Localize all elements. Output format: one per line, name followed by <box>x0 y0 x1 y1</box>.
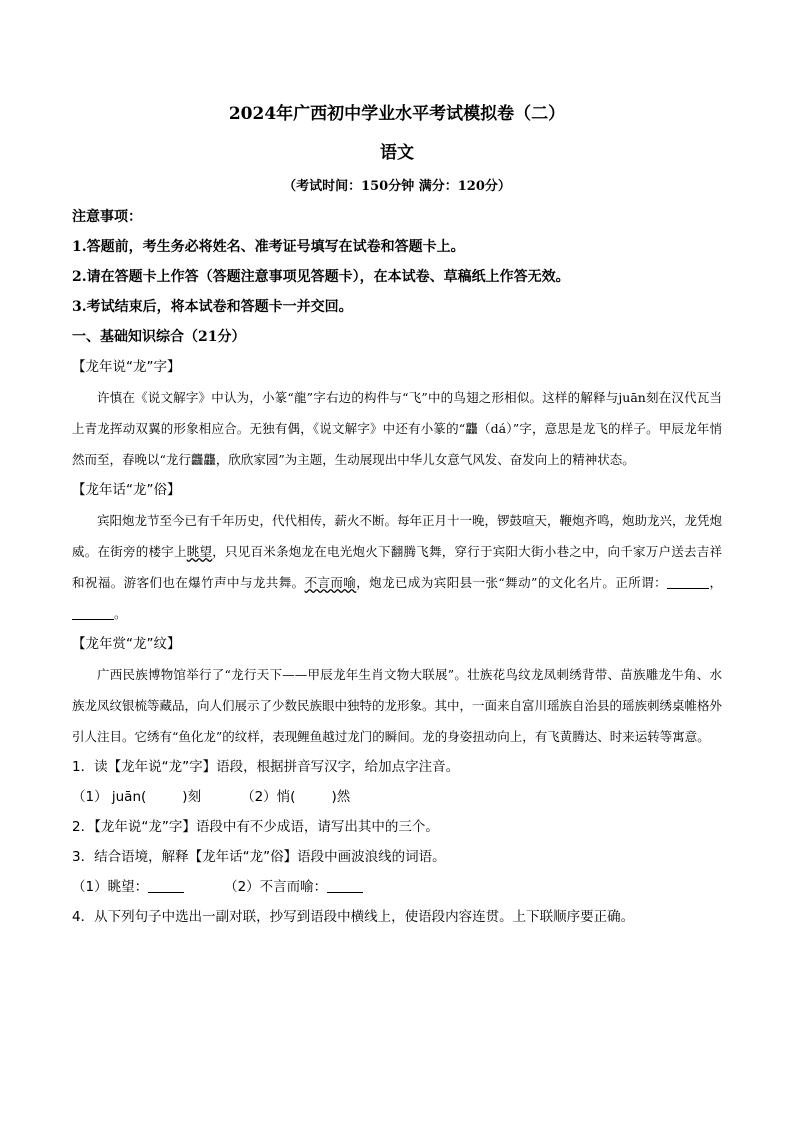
question-3-blanks <box>72 872 722 902</box>
part-1-text <box>72 382 722 475</box>
part-1-text-a: 许慎在《说文解字》中认为，小篆“龍”字右边的构件与“飞”中的鸟翅之形相似。这样的解释与juān刻在汉代瓦当上青龙挥动双翼的形象相应合。无独有偶，《说文解字》中还有小篆的“ <box>72 390 722 436</box>
part-2-text-1: 宾阳炮龙节至今已有千年历史，代代相传，薪火不断。每年正月十一晚，锣鼓喧天，鞭炮齐鸣，炮助龙兴，龙凭炮威。在街旁的楼宇上 <box>72 513 723 559</box>
part-2-text-2: ，只见百米条炮龙在电光炮火下翻腾飞舞，穿行于宾阳大街小巷之中，向千家万户送去吉祥和祝福。游客们也在爆竹声中与龙共舞。 <box>72 544 722 590</box>
q1-a-post: )刻 <box>182 789 202 805</box>
question-1: 1．读【龙年说“龙”字】语段，根据拼音写汉字，给加点字注音。 <box>72 759 460 775</box>
part-2-end: 。 <box>114 606 127 621</box>
part-2-text-3: ，炮龙已成为宾阳县一张“舞动”的文化名片。正所谓： <box>356 575 668 590</box>
question-4: 4．从下列句子中选出一副对联，抄写到语段中横线上，使语段内容连贯。上下联顺序要正确。 <box>72 909 635 925</box>
part-2-heading: 【龙年话“龙”俗】 <box>72 482 181 498</box>
part-1-text-b: 龘 <box>465 421 478 436</box>
question-2: 2．【龙年说“龙”字】语段中有不少成语，请写出其中的三个。 <box>72 819 439 835</box>
couplet-blank-1[interactable] <box>667 573 709 589</box>
notice-item-2: 2.请在答题卡上作答（答题注意事项见答题卡），在本试卷、草稿纸上作答无效。 <box>72 269 570 285</box>
question-1-blanks <box>72 782 722 812</box>
section-1-heading: 一、基础知识综合（21分） <box>72 329 246 345</box>
part-3-heading: 【龙年赏“龙”纹】 <box>72 636 181 652</box>
q1-a-pre: （1） juān( <box>72 789 147 805</box>
exam-page <box>72 100 722 932</box>
part-1-heading: 【龙年说“龙”字】 <box>72 359 181 375</box>
part-2-text <box>72 505 722 629</box>
part-3-text: 广西民族博物馆举行了“龙行天下——甲辰龙年生肖文物大联展”。壮族花鸟纹龙凤刺绣背带、苗族雕龙牛角、水族龙凤纹银梳等藏品，向人们展示了少数民族眼中独特的龙形象。其中，一面来自富川瑶族自治县的瑶族刺绣桌帷格外引人注目。它绣有“鱼化龙”的纹样，表现鲤鱼越过龙门的瞬间。龙的身姿扭动向上，有飞黄腾达、时来运转等寓意。 <box>72 667 723 744</box>
q3-a-answer[interactable] <box>148 877 184 893</box>
notice-heading: 注意事项： <box>72 209 142 225</box>
notice-item-3: 3.考试结束后，将本试卷和答题卡一并交回。 <box>72 299 353 315</box>
exam-time-info: （考试时间：150分钟 满分：120分） <box>283 179 511 194</box>
q1-b-post: )然 <box>331 789 351 805</box>
q1-b-pre: （2）悄( <box>241 789 296 805</box>
exam-title: 2024年广西初中学业水平考试模拟卷（二） <box>228 104 566 124</box>
wavy-word-buyaneryu: 不言而喻 <box>304 575 357 590</box>
wavy-word-tiaowang: 眺望 <box>186 544 213 559</box>
part-1-text-c: （dá）”字，意思是龙飞的样子。甲辰龙年悄然而至，春晚以“龙行龘龘，欣欣家园”为主题，生动展现出中华儿女意气风发、奋发向上的精神状态。 <box>72 421 722 467</box>
q3-a-label: （1）眺望： <box>72 879 149 895</box>
exam-subject: 语文 <box>380 143 414 163</box>
notice-item-1: 1.答题前，考生务必将姓名、准考证号填写在试卷和答题卡上。 <box>72 239 465 255</box>
q3-b-label: （2）不言而喻： <box>224 879 328 895</box>
couplet-blank-2[interactable] <box>72 604 114 620</box>
question-3: 3．结合语境，解释【龙年话“龙”俗】语段中画波浪线的词语。 <box>72 849 446 865</box>
q3-b-answer[interactable] <box>327 877 363 893</box>
part-2-sep: ， <box>709 575 722 590</box>
